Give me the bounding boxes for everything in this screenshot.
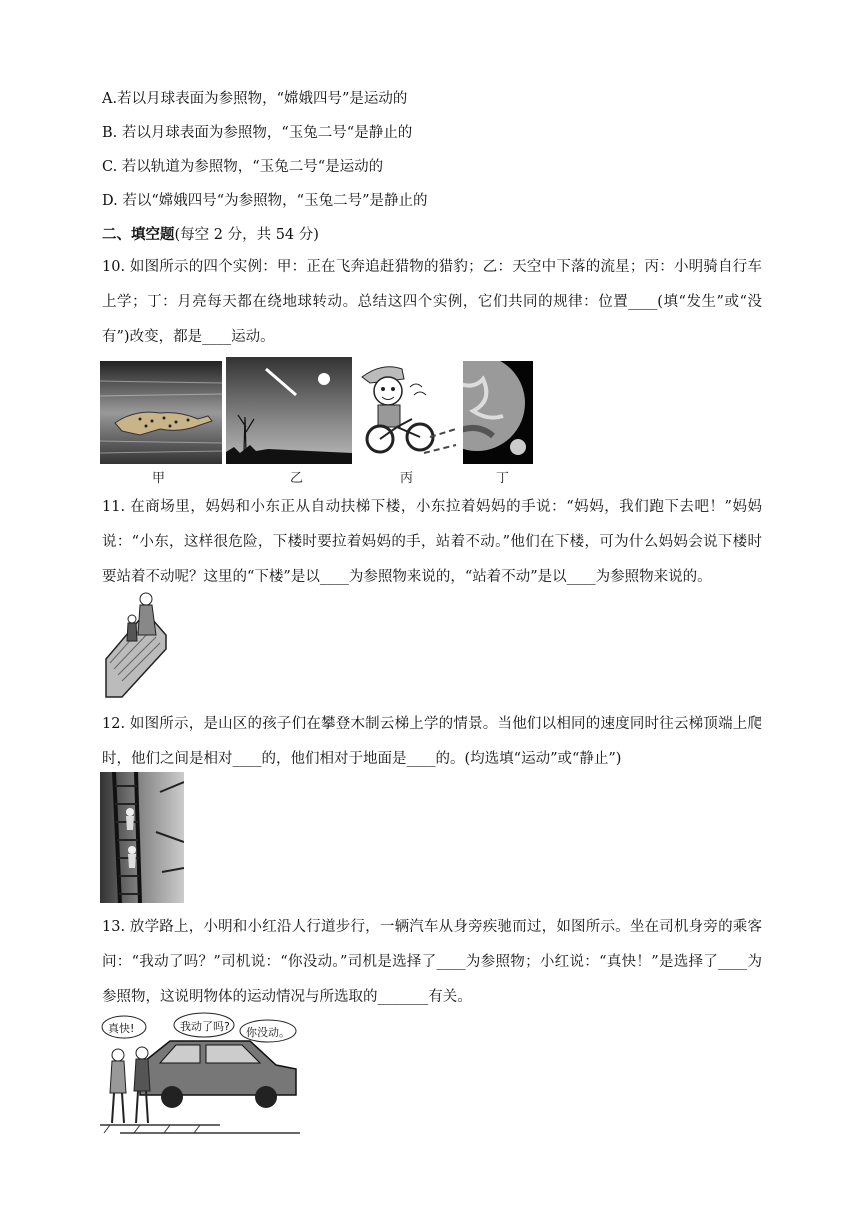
bubble-you-didnt-move: 你没动。 <box>246 1026 290 1039</box>
question-12: 12. 如图所示，是山区的孩子们在攀登木制云梯上学的情景。当他们以相同的速度同时往云梯顶端上爬时，他们之间是相对____的，他们相对于地面是____的。(均选填“运动”或“静止”) <box>102 716 762 767</box>
bubble-did-i-move: 我动了吗? <box>180 1020 230 1033</box>
option-b: B. 若以月球表面为参照物，“玉兔二号“是静止的 <box>102 125 413 141</box>
meteor-image <box>226 357 352 464</box>
bubble-fast: 真快! <box>108 1022 135 1035</box>
option-c: C. 若以轨道为参照物，“玉兔二号“是运动的 <box>102 159 384 175</box>
section-note: (每空 2 分，共 54 分) <box>174 227 319 243</box>
option-a: A.若以月球表面为参照物，“嫦娥四号”是运动的 <box>102 91 408 107</box>
escalator-image <box>100 589 168 701</box>
option-d: D. 若以“嫦娥四号“为参照物，“玉兔二号”是静止的 <box>102 193 428 209</box>
caption-ding: 丁 <box>496 471 510 486</box>
caption-yi: 乙 <box>290 471 304 486</box>
boy-bicycle-image <box>352 357 460 464</box>
caption-bing: 丙 <box>400 471 414 486</box>
question-10: 10. 如图所示的四个实例：甲：正在飞奔追赶猎物的猎豹；乙：天空中下落的流星；丙：小明骑自行车上学；丁：月亮每天都在绕地球转动。总结这四个实例，它们共同的规律：位置____(填“发生”或“没有”)改变，都是____运动。 <box>102 259 762 345</box>
question-13: 13. 放学路上，小明和小红沿人行道步行，一辆汽车从身旁疾驰而过，如图所示。坐在司机身旁的乘客问：“我动了吗？”司机说：“你没动。”司机是选择了____为参照物；小红说：“真快！”是选择了____为参照物，这说明物体的运动情况与所选取的_______有关。 <box>102 919 762 1005</box>
earth-moon-image <box>463 361 533 464</box>
section-title: 二、填空题 <box>102 226 175 243</box>
section-heading <box>102 225 319 245</box>
street-car-image <box>100 1011 300 1139</box>
caption-jia: 甲 <box>152 471 166 486</box>
question-11: 11. 在商场里，妈妈和小东正从自动扶梯下楼，小东拉着妈妈的手说：“妈妈，我们跑下去吧！”妈妈说：“小东，这样很危险，下楼时要拉着妈妈的手，站着不动。”他们在下楼，可为什么妈妈会说下楼时要站着不动呢？这里的“下楼”是以____为参照物来说的，“站着不动”是以____为参照物来说的。 <box>102 499 762 585</box>
cheetah-image <box>100 361 222 464</box>
wooden-ladder-image <box>100 772 184 903</box>
